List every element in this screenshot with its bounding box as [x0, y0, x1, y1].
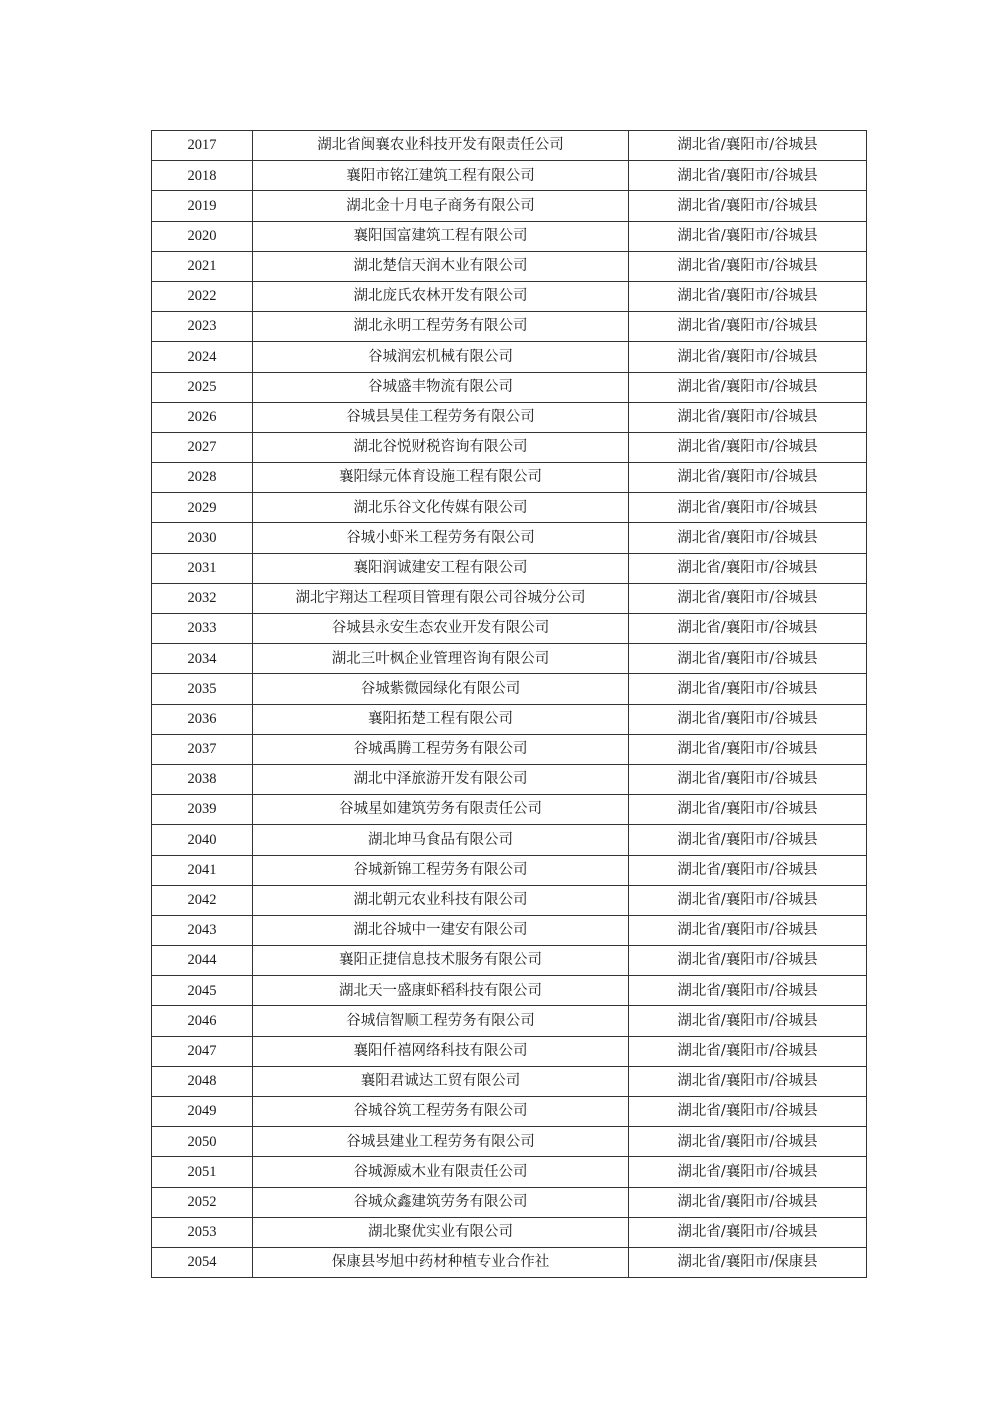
company-name-cell: 襄阳正捷信息技术服务有限公司: [253, 946, 629, 976]
row-number-cell: 2029: [152, 493, 253, 523]
region-cell: 湖北省/襄阳市/谷城县: [629, 1036, 867, 1066]
region-cell: 湖北省/襄阳市/谷城县: [629, 1006, 867, 1036]
region-cell: 湖北省/襄阳市/保康县: [629, 1247, 867, 1277]
company-name-cell: 湖北谷悦财税咨询有限公司: [253, 432, 629, 462]
region-cell: 湖北省/襄阳市/谷城县: [629, 764, 867, 794]
region-cell: 湖北省/襄阳市/谷城县: [629, 131, 867, 161]
region-cell: 湖北省/襄阳市/谷城县: [629, 432, 867, 462]
company-name-cell: 襄阳润诚建安工程有限公司: [253, 553, 629, 583]
region-cell: 湖北省/襄阳市/谷城县: [629, 704, 867, 734]
row-number-cell: 2040: [152, 825, 253, 855]
company-name-cell: 襄阳绿元体育设施工程有限公司: [253, 463, 629, 493]
row-number-cell: 2025: [152, 372, 253, 402]
row-number-cell: 2053: [152, 1217, 253, 1247]
table-row: [152, 281, 867, 311]
company-name-cell: 湖北省闽襄农业科技开发有限责任公司: [253, 131, 629, 161]
region-cell: 湖北省/襄阳市/谷城县: [629, 674, 867, 704]
table-row: [152, 1247, 867, 1277]
table-row: [152, 432, 867, 462]
region-cell: 湖北省/襄阳市/谷城县: [629, 523, 867, 553]
table-row: [152, 583, 867, 613]
company-name-cell: 湖北永明工程劳务有限公司: [253, 312, 629, 342]
region-cell: 湖北省/襄阳市/谷城县: [629, 372, 867, 402]
region-cell: 湖北省/襄阳市/谷城县: [629, 553, 867, 583]
company-name-cell: 湖北宇翔达工程项目管理有限公司谷城分公司: [253, 583, 629, 613]
region-cell: 湖北省/襄阳市/谷城县: [629, 493, 867, 523]
company-registry-table: [151, 130, 867, 1278]
company-name-cell: 襄阳市铭江建筑工程有限公司: [253, 161, 629, 191]
row-number-cell: 2026: [152, 402, 253, 432]
region-cell: 湖北省/襄阳市/谷城县: [629, 734, 867, 764]
row-number-cell: 2038: [152, 764, 253, 794]
table-row: [152, 463, 867, 493]
table-row: [152, 764, 867, 794]
company-name-cell: 湖北坤马食品有限公司: [253, 825, 629, 855]
region-cell: 湖北省/襄阳市/谷城县: [629, 1157, 867, 1187]
region-cell: 湖北省/襄阳市/谷城县: [629, 342, 867, 372]
company-name-cell: 湖北中泽旅游开发有限公司: [253, 764, 629, 794]
region-cell: 湖北省/襄阳市/谷城县: [629, 281, 867, 311]
region-cell: 湖北省/襄阳市/谷城县: [629, 251, 867, 281]
company-name-cell: 襄阳仟禧网络科技有限公司: [253, 1036, 629, 1066]
company-name-cell: 谷城盛丰物流有限公司: [253, 372, 629, 402]
row-number-cell: 2043: [152, 915, 253, 945]
region-cell: 湖北省/襄阳市/谷城县: [629, 583, 867, 613]
region-cell: 湖北省/襄阳市/谷城县: [629, 1097, 867, 1127]
company-name-cell: 湖北三叶枫企业管理咨询有限公司: [253, 644, 629, 674]
row-number-cell: 2027: [152, 432, 253, 462]
table-row: [152, 885, 867, 915]
row-number-cell: 2023: [152, 312, 253, 342]
row-number-cell: 2046: [152, 1006, 253, 1036]
company-name-cell: 谷城县昊佳工程劳务有限公司: [253, 402, 629, 432]
table-row: [152, 251, 867, 281]
table-row: [152, 1006, 867, 1036]
region-cell: 湖北省/襄阳市/谷城县: [629, 976, 867, 1006]
table-row: [152, 161, 867, 191]
table-row: [152, 1217, 867, 1247]
row-number-cell: 2020: [152, 221, 253, 251]
table-row: [152, 1097, 867, 1127]
table-row: [152, 1187, 867, 1217]
row-number-cell: 2032: [152, 583, 253, 613]
row-number-cell: 2021: [152, 251, 253, 281]
row-number-cell: 2051: [152, 1157, 253, 1187]
row-number-cell: 2047: [152, 1036, 253, 1066]
row-number-cell: 2042: [152, 885, 253, 915]
table-row: [152, 553, 867, 583]
region-cell: 湖北省/襄阳市/谷城县: [629, 312, 867, 342]
company-name-cell: 襄阳国富建筑工程有限公司: [253, 221, 629, 251]
region-cell: 湖北省/襄阳市/谷城县: [629, 885, 867, 915]
table-row: [152, 1066, 867, 1096]
company-name-cell: 湖北楚信天润木业有限公司: [253, 251, 629, 281]
company-name-cell: 谷城众鑫建筑劳务有限公司: [253, 1187, 629, 1217]
registry-table-body: [152, 131, 867, 1278]
table-row: [152, 674, 867, 704]
table-row: [152, 704, 867, 734]
row-number-cell: 2031: [152, 553, 253, 583]
company-name-cell: 襄阳君诚达工贸有限公司: [253, 1066, 629, 1096]
company-name-cell: 谷城润宏机械有限公司: [253, 342, 629, 372]
table-row: [152, 523, 867, 553]
row-number-cell: 2017: [152, 131, 253, 161]
row-number-cell: 2049: [152, 1097, 253, 1127]
company-name-cell: 保康县岑旭中药材种植专业合作社: [253, 1247, 629, 1277]
table-row: [152, 493, 867, 523]
region-cell: 湖北省/襄阳市/谷城县: [629, 191, 867, 221]
table-row: [152, 1036, 867, 1066]
row-number-cell: 2041: [152, 855, 253, 885]
table-row: [152, 1157, 867, 1187]
row-number-cell: 2050: [152, 1127, 253, 1157]
region-cell: 湖北省/襄阳市/谷城县: [629, 915, 867, 945]
company-name-cell: 谷城紫微园绿化有限公司: [253, 674, 629, 704]
table-row: [152, 312, 867, 342]
company-name-cell: 湖北庞氏农林开发有限公司: [253, 281, 629, 311]
table-row: [152, 191, 867, 221]
table-row: [152, 825, 867, 855]
region-cell: 湖北省/襄阳市/谷城县: [629, 402, 867, 432]
company-name-cell: 湖北金十月电子商务有限公司: [253, 191, 629, 221]
region-cell: 湖北省/襄阳市/谷城县: [629, 614, 867, 644]
row-number-cell: 2054: [152, 1247, 253, 1277]
table-row: [152, 795, 867, 825]
company-name-cell: 湖北朝元农业科技有限公司: [253, 885, 629, 915]
company-name-cell: 襄阳拓楚工程有限公司: [253, 704, 629, 734]
company-name-cell: 谷城禹腾工程劳务有限公司: [253, 734, 629, 764]
region-cell: 湖北省/襄阳市/谷城县: [629, 825, 867, 855]
region-cell: 湖北省/襄阳市/谷城县: [629, 795, 867, 825]
region-cell: 湖北省/襄阳市/谷城县: [629, 1127, 867, 1157]
row-number-cell: 2039: [152, 795, 253, 825]
row-number-cell: 2022: [152, 281, 253, 311]
row-number-cell: 2024: [152, 342, 253, 372]
company-name-cell: 湖北聚优实业有限公司: [253, 1217, 629, 1247]
row-number-cell: 2048: [152, 1066, 253, 1096]
company-name-cell: 湖北乐谷文化传媒有限公司: [253, 493, 629, 523]
row-number-cell: 2018: [152, 161, 253, 191]
table-row: [152, 402, 867, 432]
table-row: [152, 372, 867, 402]
region-cell: 湖北省/襄阳市/谷城县: [629, 161, 867, 191]
row-number-cell: 2033: [152, 614, 253, 644]
company-name-cell: 湖北谷城中一建安有限公司: [253, 915, 629, 945]
region-cell: 湖北省/襄阳市/谷城县: [629, 1066, 867, 1096]
company-name-cell: 湖北天一盛康虾稻科技有限公司: [253, 976, 629, 1006]
row-number-cell: 2045: [152, 976, 253, 1006]
table-row: [152, 734, 867, 764]
row-number-cell: 2044: [152, 946, 253, 976]
table-row: [152, 342, 867, 372]
region-cell: 湖北省/襄阳市/谷城县: [629, 463, 867, 493]
company-name-cell: 谷城信智顺工程劳务有限公司: [253, 1006, 629, 1036]
company-name-cell: 谷城源威木业有限责任公司: [253, 1157, 629, 1187]
table-row: [152, 131, 867, 161]
row-number-cell: 2030: [152, 523, 253, 553]
row-number-cell: 2036: [152, 704, 253, 734]
company-name-cell: 谷城星如建筑劳务有限责任公司: [253, 795, 629, 825]
row-number-cell: 2028: [152, 463, 253, 493]
table-row: [152, 946, 867, 976]
region-cell: 湖北省/襄阳市/谷城县: [629, 221, 867, 251]
table-row: [152, 1127, 867, 1157]
table-row: [152, 855, 867, 885]
table-row: [152, 221, 867, 251]
region-cell: 湖北省/襄阳市/谷城县: [629, 1217, 867, 1247]
company-name-cell: 谷城县永安生态农业开发有限公司: [253, 614, 629, 644]
region-cell: 湖北省/襄阳市/谷城县: [629, 644, 867, 674]
table-row: [152, 644, 867, 674]
table-row: [152, 614, 867, 644]
table-row: [152, 915, 867, 945]
row-number-cell: 2019: [152, 191, 253, 221]
company-name-cell: 谷城谷筑工程劳务有限公司: [253, 1097, 629, 1127]
row-number-cell: 2037: [152, 734, 253, 764]
region-cell: 湖北省/襄阳市/谷城县: [629, 855, 867, 885]
company-name-cell: 谷城小虾米工程劳务有限公司: [253, 523, 629, 553]
region-cell: 湖北省/襄阳市/谷城县: [629, 946, 867, 976]
table-row: [152, 976, 867, 1006]
company-name-cell: 谷城县建业工程劳务有限公司: [253, 1127, 629, 1157]
row-number-cell: 2035: [152, 674, 253, 704]
row-number-cell: 2052: [152, 1187, 253, 1217]
region-cell: 湖北省/襄阳市/谷城县: [629, 1187, 867, 1217]
row-number-cell: 2034: [152, 644, 253, 674]
company-name-cell: 谷城新锦工程劳务有限公司: [253, 855, 629, 885]
